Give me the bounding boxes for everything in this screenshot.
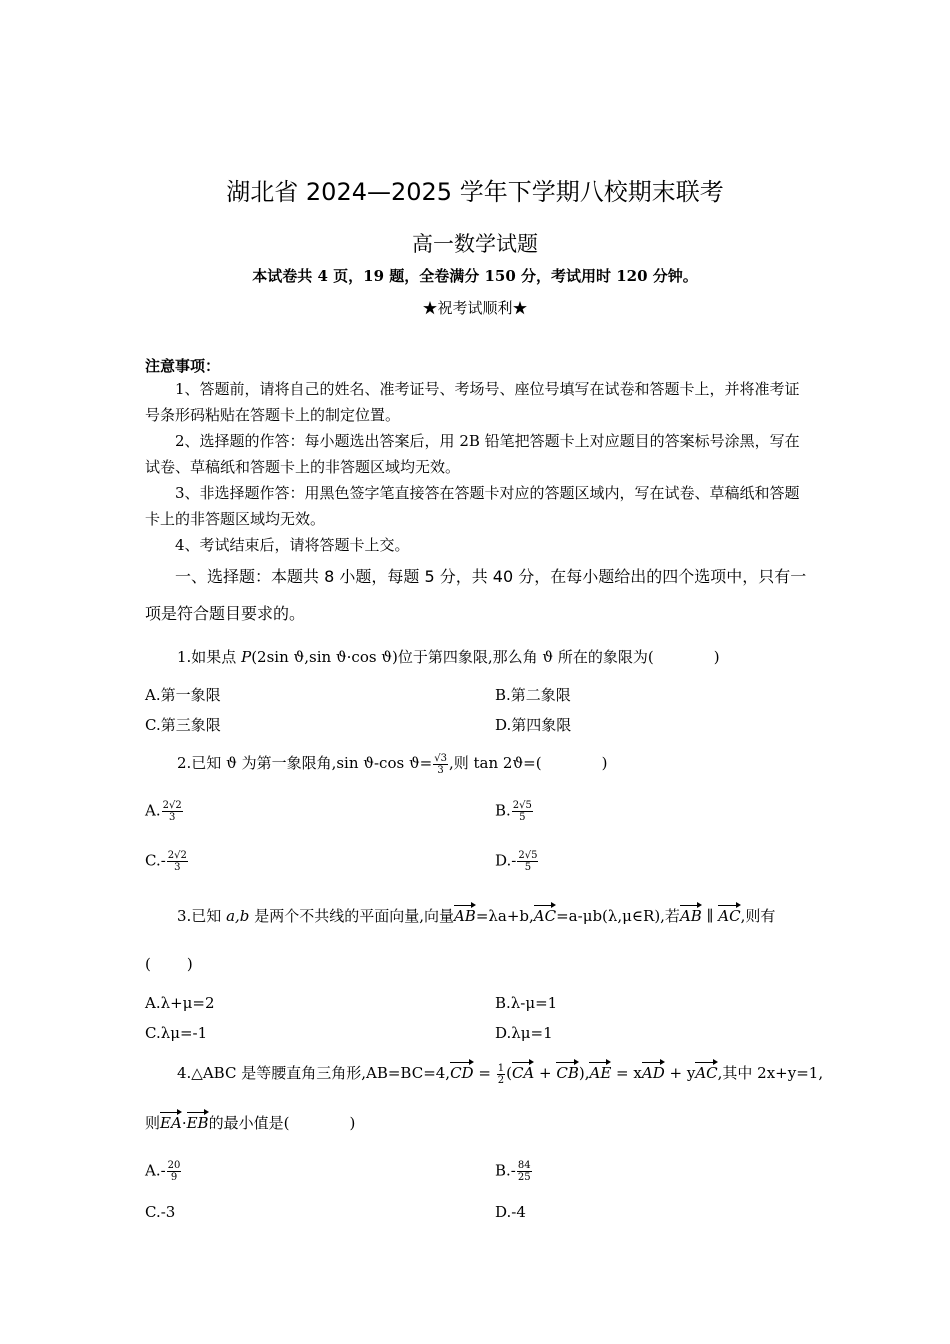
exam-subtitle: 高一数学试题: [412, 232, 538, 256]
question-2: 2.已知 ϑ 为第一象限角,sin ϑ-cos ϑ= $\frac{√3}{3}$ ,则 tan 2ϑ=( ): [177, 752, 608, 776]
question-3-paren: ( ): [145, 955, 193, 973]
note-item-3: 3、非选择题作答：用黑色签字笔直接答在答题卡对应的答题区域内，写在试卷、草稿纸和答题卡上的非答题区域均无效。: [145, 484, 800, 528]
q3-option-b: B.λ-μ=1: [495, 994, 558, 1012]
q2-option-b: B. $\frac{2√5}{5}$: [495, 800, 532, 823]
q2-option-c: C.- $\frac{2√2}{3}$: [145, 850, 187, 873]
notes-heading: 注意事项：: [145, 357, 221, 375]
q1-option-c: C.第三象限: [145, 716, 221, 734]
section-1-heading: 一、选择题：本题共 8 小题，每题 5 分，共 40 分，在每小题给出的四个选项中，只有一项是符合题目要求的。: [145, 567, 807, 623]
q2-option-a: A. $\frac{2√2}{3}$: [145, 800, 182, 823]
note-item-2: 2、选择题的作答：每小题选出答案后，用 2B 铅笔把答题卡上对应题目的答案标号涂黑，写在试卷、草稿纸和答题卡上的非答题区域均无效。: [145, 432, 800, 476]
exam-title: 湖北省 2024—2025 学年下学期八校期末联考: [226, 178, 724, 206]
question-3: 3.已知 a,b 是两个不共线的平面向量,向量AB=λa+b,AC=a-μb(λ,μ∈R),若AB ∥ AC,则有: [177, 907, 776, 925]
q3-option-a: A.λ+μ=2: [145, 994, 215, 1012]
q4-option-d: D.-4: [495, 1203, 526, 1221]
q1-option-a: A.第一象限: [145, 686, 221, 704]
question-4: 4.△ABC 是等腰直角三角形,AB=BC=4,CD = $\frac{1}{2}$ (CA + CB),AE = xAD + yAC,其中 2x+y=1,: [177, 1062, 824, 1086]
q3-option-d: D.λμ=1: [495, 1024, 553, 1042]
fraction: $\frac{√3}{3}$: [434, 752, 447, 776]
note-item-4: 4、考试结束后，请将答题卡上交。: [175, 536, 410, 554]
q1-option-b: B.第二象限: [495, 686, 571, 704]
q2-option-d: D.- $\frac{2√5}{5}$: [495, 850, 538, 873]
question-1: 1.如果点 P(2sin ϑ,sin ϑ·cos ϑ)位于第四象限,那么角 ϑ 所在的象限为( ): [177, 648, 720, 666]
exam-wish: ★祝考试顺利★: [422, 299, 528, 317]
q1-option-d: D.第四象限: [495, 716, 572, 734]
note-item-1: 1、答题前，请将自己的姓名、准考证号、考场号、座位号填写在试卷和答题卡上，并将准考证号条形码粘贴在答题卡上的制定位置。: [145, 380, 800, 424]
q4-option-c: C.-3: [145, 1203, 176, 1221]
exam-info: 本试卷共 4 页，19 题，全卷满分 150 分，考试用时 120 分钟。: [252, 267, 698, 285]
q4-option-a: A.- $\frac{20}{9}$: [145, 1160, 181, 1183]
q3-option-c: C.λμ=-1: [145, 1024, 208, 1042]
question-4-line-2: 则EA·EB的最小值是( ): [145, 1114, 356, 1132]
q4-option-b: B.- $\frac{84}{25}$: [495, 1160, 531, 1183]
